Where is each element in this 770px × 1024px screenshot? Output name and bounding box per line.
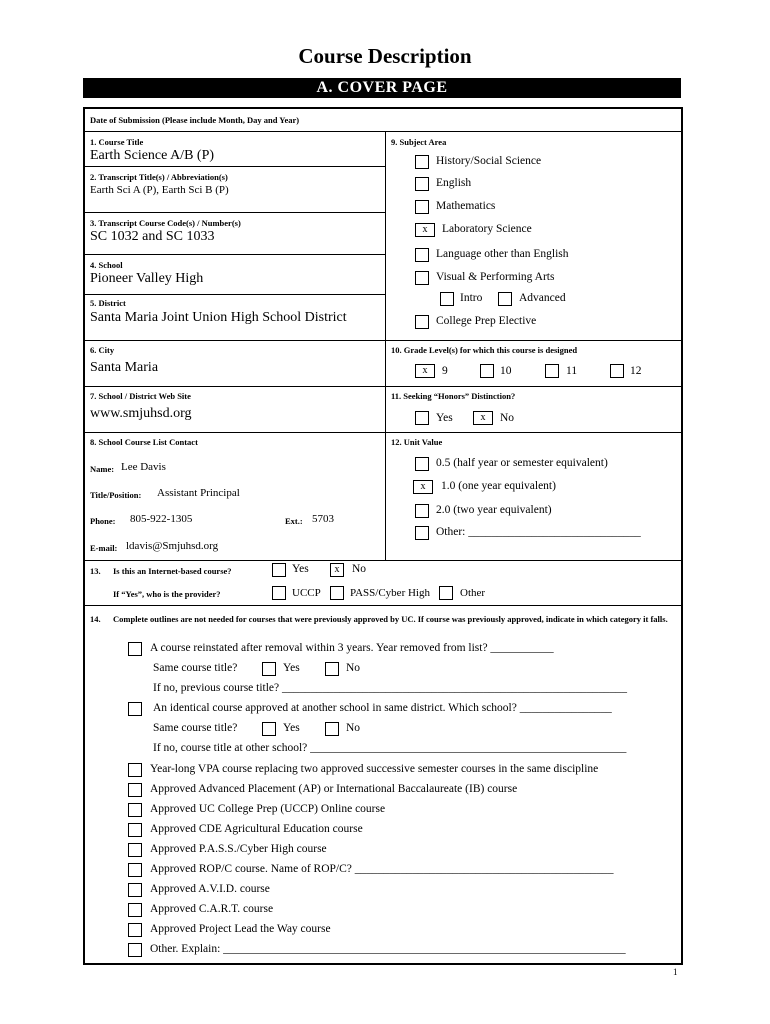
city-label: 6. City xyxy=(90,345,115,355)
item-cart-checkbox[interactable] xyxy=(128,903,142,917)
provider-other-label: Other xyxy=(460,587,486,599)
subject-math-label: Mathematics xyxy=(436,200,496,212)
same-title-2-no-checkbox[interactable] xyxy=(325,722,339,736)
subject-history-checkbox[interactable] xyxy=(415,155,429,169)
subject-english-checkbox[interactable] xyxy=(415,177,429,191)
transcript-titles-field[interactable]: Earth Sci A (P), Earth Sci B (P) xyxy=(90,184,229,196)
grade-12-label: 12 xyxy=(630,365,642,377)
item-pass-checkbox[interactable] xyxy=(128,843,142,857)
internet-no-checkbox[interactable]: x xyxy=(330,563,344,577)
contact-phone-field[interactable]: 805-922-1305 xyxy=(130,513,193,525)
unit-one-label: 1.0 (one year equivalent) xyxy=(441,480,556,492)
item-pltw-label: Approved Project Lead the Way course xyxy=(150,923,331,935)
subject-labscience-checkbox[interactable]: x xyxy=(415,223,435,237)
honors-no-checkbox[interactable]: x xyxy=(473,411,493,425)
vpa-intro-label: Intro xyxy=(460,292,483,304)
contact-phone-label: Phone: xyxy=(90,516,116,526)
unit-other-checkbox[interactable] xyxy=(415,526,429,540)
page-title: Course Description xyxy=(298,44,472,68)
same-title-2-no-label: No xyxy=(346,722,361,734)
contact-name-label: Name: xyxy=(90,464,115,474)
provider-other-checkbox[interactable] xyxy=(439,586,453,600)
item-avid-checkbox[interactable] xyxy=(128,883,142,897)
grade-9-checkbox[interactable]: x xyxy=(415,364,435,378)
internet-no-label: No xyxy=(352,563,367,575)
subject-vpa-label: Visual & Performing Arts xyxy=(436,271,555,283)
website-label: 7. School / District Web Site xyxy=(90,391,191,401)
city-field[interactable]: Santa Maria xyxy=(90,360,159,375)
contact-position-label: Title/Position: xyxy=(90,490,142,500)
provider-label: If “Yes”, who is the provider? xyxy=(113,589,221,599)
transcript-codes-field[interactable]: SC 1032 and SC 1033 xyxy=(90,229,215,244)
vpa-advanced-label: Advanced xyxy=(519,292,566,304)
item-ap-ib-label: Approved Advanced Placement (AP) or International Baccalaureate (IB) course xyxy=(150,783,518,795)
contact-ext-label: Ext.: xyxy=(285,516,303,526)
item-vpa-label: Year-long VPA course replacing two approved successive semester courses in the same discipline xyxy=(150,763,599,775)
item-pltw-checkbox[interactable] xyxy=(128,923,142,937)
grade-9-label: 9 xyxy=(442,365,448,377)
page-number: 1 xyxy=(673,967,678,977)
unit-half-checkbox[interactable] xyxy=(415,457,429,471)
subject-english-label: English xyxy=(436,177,472,189)
unit-half-label: 0.5 (half year or semester equivalent) xyxy=(436,457,608,469)
identical-checkbox[interactable] xyxy=(128,702,142,716)
unit-two-label: 2.0 (two year equivalent) xyxy=(436,504,552,516)
internet-num: 13. xyxy=(90,566,101,576)
grade-11-checkbox[interactable] xyxy=(545,364,559,378)
subject-elective-checkbox[interactable] xyxy=(415,315,429,329)
reinstated-label: A course reinstated after removal within 3 years. Year removed from list? ___________ xyxy=(150,642,554,654)
contact-position-field[interactable]: Assistant Principal xyxy=(157,487,240,499)
subject-labscience-label: Laboratory Science xyxy=(442,223,532,235)
same-title-no-checkbox[interactable] xyxy=(325,662,339,676)
school-field[interactable]: Pioneer Valley High xyxy=(90,271,204,286)
item-pass-label: Approved P.A.S.S./Cyber High course xyxy=(150,843,327,855)
item-cde-label: Approved CDE Agricultural Education course xyxy=(150,823,363,835)
subject-history-label: History/Social Science xyxy=(436,155,542,167)
unit-two-checkbox[interactable] xyxy=(415,504,429,518)
contact-email-label: E-mail: xyxy=(90,543,118,553)
honors-no-label: No xyxy=(500,412,515,424)
same-title-label: Same course title? xyxy=(153,662,238,674)
section14-text: Complete outlines are not needed for courses that were previously approved by UC. If course was previously approved, indicate in which category it falls. xyxy=(113,614,668,624)
transcript-codes-label: 3. Transcript Course Code(s) / Number(s) xyxy=(90,218,241,228)
grade-11-label: 11 xyxy=(566,365,578,377)
subject-language-label: Language other than English xyxy=(436,248,569,260)
unit-value-label: 12. Unit Value xyxy=(391,437,443,447)
prev-title-label: If no, previous course title? ____________________________________________________________ xyxy=(153,682,628,694)
other-school-title-label: If no, course title at other school? _______________________________________________________ xyxy=(153,742,627,754)
contact-ext-field[interactable]: 5703 xyxy=(312,513,334,525)
item-avid-label: Approved A.V.I.D. course xyxy=(150,883,270,895)
subject-vpa-checkbox[interactable] xyxy=(415,271,429,285)
contact-email-field[interactable]: ldavis@Smjuhsd.org xyxy=(126,540,219,552)
honors-yes-label: Yes xyxy=(436,412,453,424)
item-cart-label: Approved C.A.R.T. course xyxy=(150,903,274,915)
honors-label: 11. Seeking “Honors” Distinction? xyxy=(391,391,516,401)
date-submission-label: Date of Submission (Please include Month, Day and Year) xyxy=(90,115,300,125)
provider-pass-label: PASS/Cyber High xyxy=(350,587,430,599)
same-title-2-label: Same course title? xyxy=(153,722,238,734)
subject-language-checkbox[interactable] xyxy=(415,248,429,262)
internet-question: Is this an Internet-based course? xyxy=(113,566,232,576)
item-ap-ib-checkbox[interactable] xyxy=(128,783,142,797)
item-cde-checkbox[interactable] xyxy=(128,823,142,837)
unit-one-checkbox[interactable]: x xyxy=(413,480,433,494)
internet-yes-checkbox[interactable] xyxy=(272,563,286,577)
district-label: 5. District xyxy=(90,298,126,308)
contact-label: 8. School Course List Contact xyxy=(90,437,198,447)
subject-math-checkbox[interactable] xyxy=(415,200,429,214)
school-label: 4. School xyxy=(90,260,123,270)
course-title-field[interactable]: Earth Science A/B (P) xyxy=(90,148,215,163)
same-title-no-label: No xyxy=(346,662,361,674)
item-uccp-checkbox[interactable] xyxy=(128,803,142,817)
same-title-2-yes-checkbox[interactable] xyxy=(262,722,276,736)
same-title-yes-checkbox[interactable] xyxy=(262,662,276,676)
subject-area-label: 9. Subject Area xyxy=(391,137,447,147)
course-title-label: 1. Course Title xyxy=(90,137,144,147)
district-field[interactable]: Santa Maria Joint Union High School District xyxy=(90,310,347,325)
section-banner: A. COVER PAGE xyxy=(83,78,681,98)
identical-label: An identical course approved at another school in same district. Which school? ________________ xyxy=(153,702,612,714)
section14-num: 14. xyxy=(90,614,101,624)
unit-other-label: Other: ______________________________ xyxy=(436,526,641,538)
honors-yes-checkbox[interactable] xyxy=(415,411,429,425)
item-rop-checkbox[interactable] xyxy=(128,863,142,877)
reinstated-checkbox[interactable] xyxy=(128,642,142,656)
item-uccp-label: Approved UC College Prep (UCCP) Online course xyxy=(150,803,386,815)
grade-12-checkbox[interactable] xyxy=(610,364,624,378)
item-other-checkbox[interactable] xyxy=(128,943,142,957)
provider-uccp-checkbox[interactable] xyxy=(272,586,286,600)
item-other-label: Other. Explain: ______________________________________________________________________ xyxy=(150,943,626,955)
website-field[interactable]: www.smjuhsd.org xyxy=(90,406,192,421)
internet-yes-label: Yes xyxy=(292,563,309,575)
contact-name-field[interactable]: Lee Davis xyxy=(121,461,166,473)
vpa-advanced-checkbox[interactable] xyxy=(498,292,512,306)
grade-levels-label: 10. Grade Level(s) for which this course is designed xyxy=(391,345,578,355)
same-title-2-yes-label: Yes xyxy=(283,722,300,734)
item-vpa-checkbox[interactable] xyxy=(128,763,142,777)
provider-uccp-label: UCCP xyxy=(292,587,321,599)
grade-10-label: 10 xyxy=(500,365,512,377)
item-rop-label: Approved ROP/C course. Name of ROP/C? _____________________________________________ xyxy=(150,863,614,875)
provider-pass-checkbox[interactable] xyxy=(330,586,344,600)
same-title-yes-label: Yes xyxy=(283,662,300,674)
subject-elective-label: College Prep Elective xyxy=(436,315,537,327)
transcript-titles-label: 2. Transcript Title(s) / Abbreviation(s) xyxy=(90,172,228,182)
vpa-intro-checkbox[interactable] xyxy=(440,292,454,306)
grade-10-checkbox[interactable] xyxy=(480,364,494,378)
